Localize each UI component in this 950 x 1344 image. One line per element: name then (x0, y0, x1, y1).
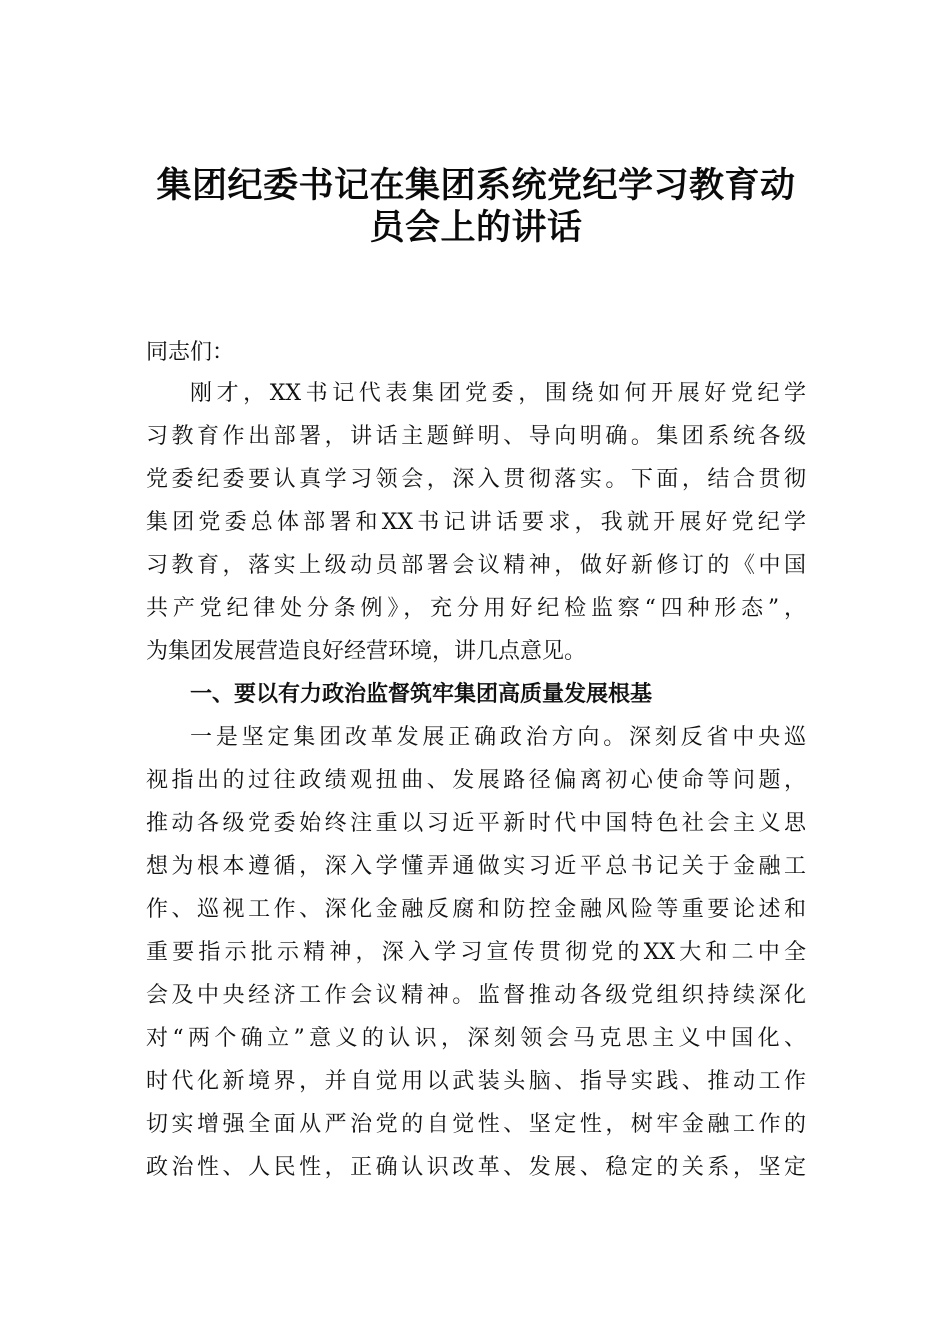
paragraph-line: 时代化新境界，并自觉用以武装头脑、指导实践、推动工作 (146, 1069, 806, 1094)
paragraph-line: 作、巡视工作、深化金融反腐和防控金融风险等重要论述和 (146, 897, 806, 922)
paragraph-line: 会及中央经济工作会议精神。监督推动各级党组织持续深化 (146, 983, 806, 1008)
paragraph-line: 习教育作出部署，讲话主题鲜明、导向明确。集团系统各级 (146, 424, 806, 449)
document-title-line-2: 员会上的讲话 (369, 208, 583, 248)
paragraph-line: 切实增强全面从严治党的自觉性、坚定性，树牢金融工作的 (146, 1112, 806, 1137)
paragraph-line: 视指出的过往政绩观扭曲、发展路径偏离初心使命等问题， (146, 768, 806, 793)
document-title-line-1: 集团纪委书记在集团系统党纪学习教育动 (156, 166, 796, 206)
paragraph-line: 一是坚定集团改革发展正确政治方向。深刻反省中央巡 (190, 725, 806, 750)
paragraph-line: 对“两个确立”意义的认识，深刻领会马克思主义中国化、 (146, 1026, 806, 1051)
paragraph-line: 党委纪委要认真学习领会，深入贯彻落实。下面，结合贯彻 (146, 467, 806, 492)
paragraph-line: 政治性、人民性，正确认识改革、发展、稳定的关系，坚定 (146, 1155, 806, 1180)
paragraph-line: 共产党纪律处分条例》，充分用好纪检监察“四种形态”， (146, 596, 806, 621)
paragraph-line: 推动各级党委始终注重以习近平新时代中国特色社会主义思 (146, 811, 806, 836)
section-heading-1: 一、要以有力政治监督筑牢集团高质量发展根基 (190, 682, 653, 707)
paragraph-line: 重要指示批示精神，深入学习宣传贯彻党的XX大和二中全 (146, 940, 806, 965)
paragraph-line: 为集团发展营造良好经营环境，讲几点意见。 (146, 639, 587, 664)
paragraph-line: 集团党委总体部署和XX书记讲话要求，我就开展好党纪学 (146, 510, 806, 535)
paragraph-line: 刚才，XX书记代表集团党委，围绕如何开展好党纪学 (190, 381, 806, 406)
paragraph-line: 想为根本遵循，深入学懂弄通做实习近平总书记关于金融工 (146, 854, 806, 879)
paragraph-line: 习教育，落实上级动员部署会议精神，做好新修订的《中国 (146, 553, 806, 578)
salutation: 同志们： (146, 340, 235, 365)
